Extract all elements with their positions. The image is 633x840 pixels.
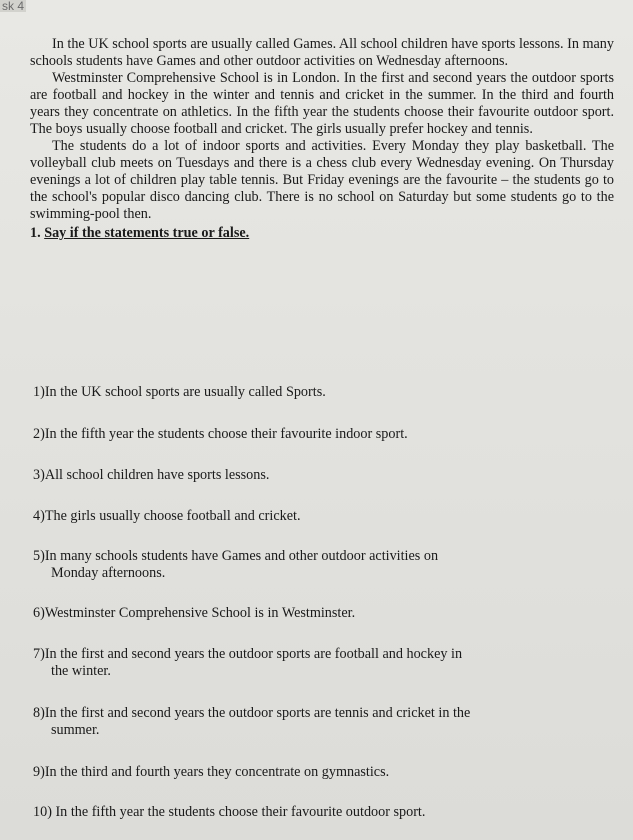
statement-3 — [33, 467, 608, 484]
statement-8 — [33, 705, 608, 739]
statement-text: 2)In the fifth year the students choose their favourite indoor sport. — [33, 426, 408, 442]
statement-2 — [33, 426, 608, 443]
statement-text: 8)In the first and second years the outdoor sports are tennis and cricket in the — [33, 705, 471, 721]
statement-text-continued: summer. — [51, 722, 100, 738]
statement-7 — [33, 646, 608, 680]
reading-text — [30, 36, 614, 246]
statement-5 — [33, 548, 608, 582]
task-heading — [30, 225, 614, 242]
statement-text: 4)The girls usually choose football and cricket. — [33, 508, 301, 524]
statement-text: 1)In the UK school sports are usually called Sports. — [33, 384, 326, 400]
statement-text-continued: Monday afternoons. — [51, 565, 166, 581]
statement-text-continued: the winter. — [51, 663, 111, 679]
statement-6 — [33, 605, 608, 622]
statement-1 — [33, 384, 608, 401]
statement-10 — [33, 804, 608, 821]
statement-9 — [33, 764, 608, 781]
corner-label: sk 4 — [2, 0, 25, 13]
task-number: 1. — [30, 225, 41, 241]
paragraph-3: The students do a lot of indoor sports and activities. Every Monday they play basketball. The volleyball club meets on Tuesdays and there is a chess club every Wednesday evening. On Thursday evenings a lot of children play table tennis. But Friday evenings are the favourite – the students go to the school's popular disco dancing club. There is no school on Saturday but some students go to the swimming-pool then. — [30, 138, 614, 222]
statement-text: 10) In the fifth year the students choose their favourite outdoor sport. — [33, 804, 426, 820]
statement-text: 7)In the first and second years the outdoor sports are football and hockey in — [33, 646, 463, 662]
task-title: Say if the statements true or false. — [44, 225, 250, 241]
paragraph-2: Westminster Comprehensive School is in London. In the first and second years the outdoor sports are football and hockey in the winter and tennis and cricket in the summer. In the third and fourth years they concentrate on athletics. In the fifth year the students choose their favourite outdoor sport. The boys usually choose football and cricket. The girls usually prefer hockey and tennis. — [30, 70, 614, 137]
paragraph-1: In the UK school sports are usually called Games. All school children have sports lessons. In many schools students have Games and other outdoor activities on Wednesday afternoons. — [30, 36, 614, 69]
statement-text: 3)All school children have sports lessons. — [33, 467, 270, 483]
statement-text: 5)In many schools students have Games and other outdoor activities on — [33, 548, 439, 564]
statement-text: 6)Westminster Comprehensive School is in Westminster. — [33, 605, 356, 621]
statement-text: 9)In the third and fourth years they concentrate on gymnastics. — [33, 764, 390, 780]
statement-4 — [33, 508, 608, 525]
